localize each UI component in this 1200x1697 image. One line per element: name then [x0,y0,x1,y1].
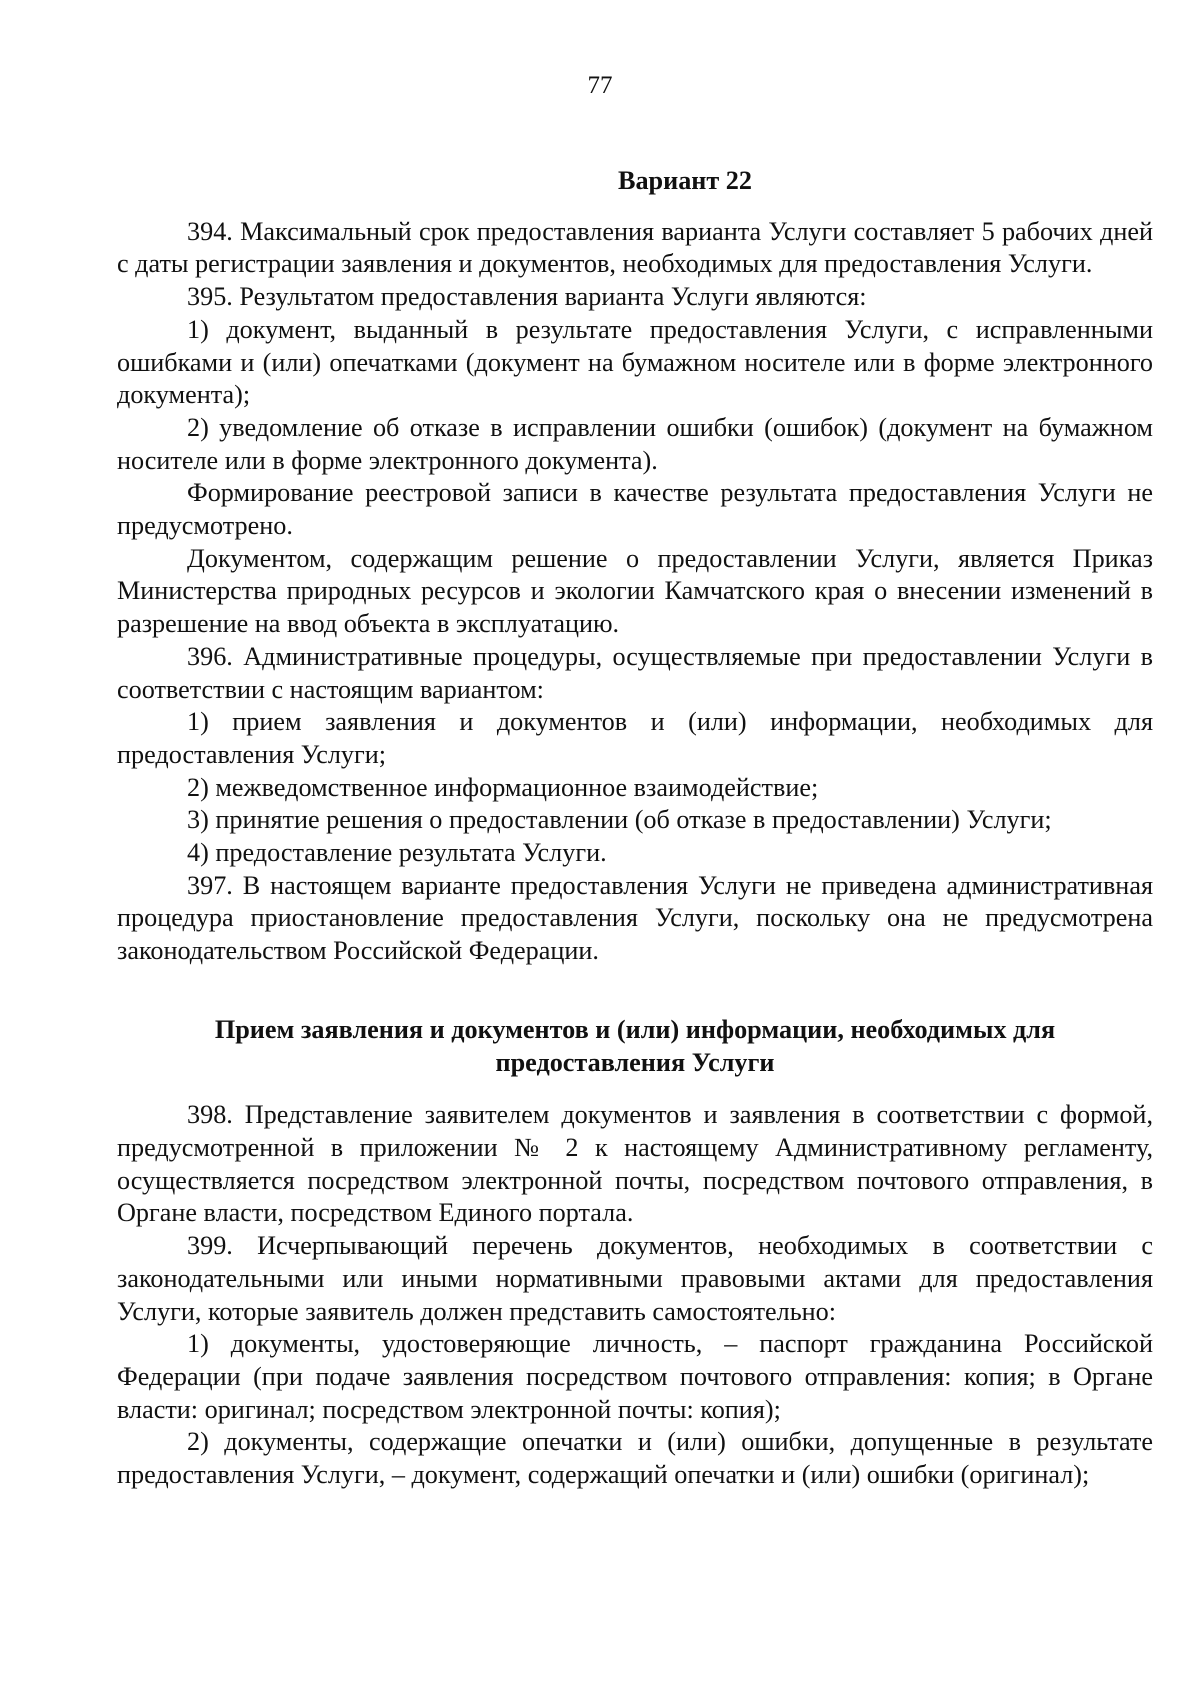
paragraph-registry-record: Формирование реестровой записи в качестве результата предоставления Услуги не предусмотрено. [117,478,1153,541]
list-item-399-2: 2) документы, содержащие опечатки и (или) ошибки, допущенные в результате предоставления Услуги, – документ, содержащий опечатки и (или) ошибки (оригинал); [117,1427,1153,1490]
variant-heading: Вариант 22 [618,166,752,195]
section-paragraphs [117,1099,1153,1491]
list-item-396-4: 4) предоставление результата Услуги. [187,838,607,868]
list-item-396-1: 1) прием заявления и документов и (или) информации, необходимых для предоставления Услуги; [117,707,1153,769]
list-item-395-2: 2) уведомление об отказе в исправлении ошибки (ошибок) (документ на бумажном носителе или в форме электронного документа). [117,412,1153,475]
paragraph-decision-document: Документом, содержащим решение о предоставлении Услуги, является Приказ Министерства природных ресурсов и экологии Камчатского края о внесении изменений в разрешение на ввод объекта в эксплуатацию. [117,543,1153,639]
paragraph-395: 395. Результатом предоставления варианта Услуги являются: [187,282,867,312]
paragraph-394: 394. Максимальный срок предоставления варианта Услуги составляет 5 рабочих дней с даты регистрации заявления и документов, необходимых для предоставления Услуги. [117,216,1153,279]
variant-paragraphs [117,216,1153,968]
list-item-395-1: 1) документ, выданный в результате предоставления Услуги, с исправленными ошибками и (или) опечатками (документ на бумажном носителе или в форме электронного документа); [117,314,1153,410]
list-item-396-3: 3) принятие решения о предоставлении (об отказе в предоставлении) Услуги; [187,805,1052,835]
paragraph-398: 398. Представление заявителем документов и заявления в соответствии с формой, предусмотренной в приложении № 2 к настоящему Административному регламенту, осуществляется посредством электронной почты, посредством почтового отправления, в Органе власти, посредством Единого портала. [117,1100,1153,1228]
paragraph-396: 396. Административные процедуры, осуществляемые при предоставлении Услуги в соответствии с настоящим вариантом: [117,641,1153,704]
paragraph-399: 399. Исчерпывающий перечень документов, необходимых в соответствии с законодательными или иными нормативными правовыми актами для предоставления Услуги, которые заявитель должен представить самостоятельно: [117,1231,1153,1326]
list-item-399-1: 1) документы, удостоверяющие личность, – паспорт гражданина Российской Федерации (при подаче заявления посредством почтового отправления: копия; в Органе власти: оригинал; посредством электронной почты: копия); [117,1329,1153,1424]
section-heading: Прием заявления и документов и (или) информации, необходимых для предоставления Услуги [214,1014,1056,1077]
paragraph-397: 397. В настоящем варианте предоставления Услуги не приведена административная процедура приостановление предоставления Услуги, поскольку она не предусмотрена законодательством Российской Федерации. [117,870,1153,966]
list-item-396-2: 2) межведомственное информационное взаимодействие; [187,772,819,802]
document-body [117,165,1153,1492]
page-number: 77 [587,72,613,99]
